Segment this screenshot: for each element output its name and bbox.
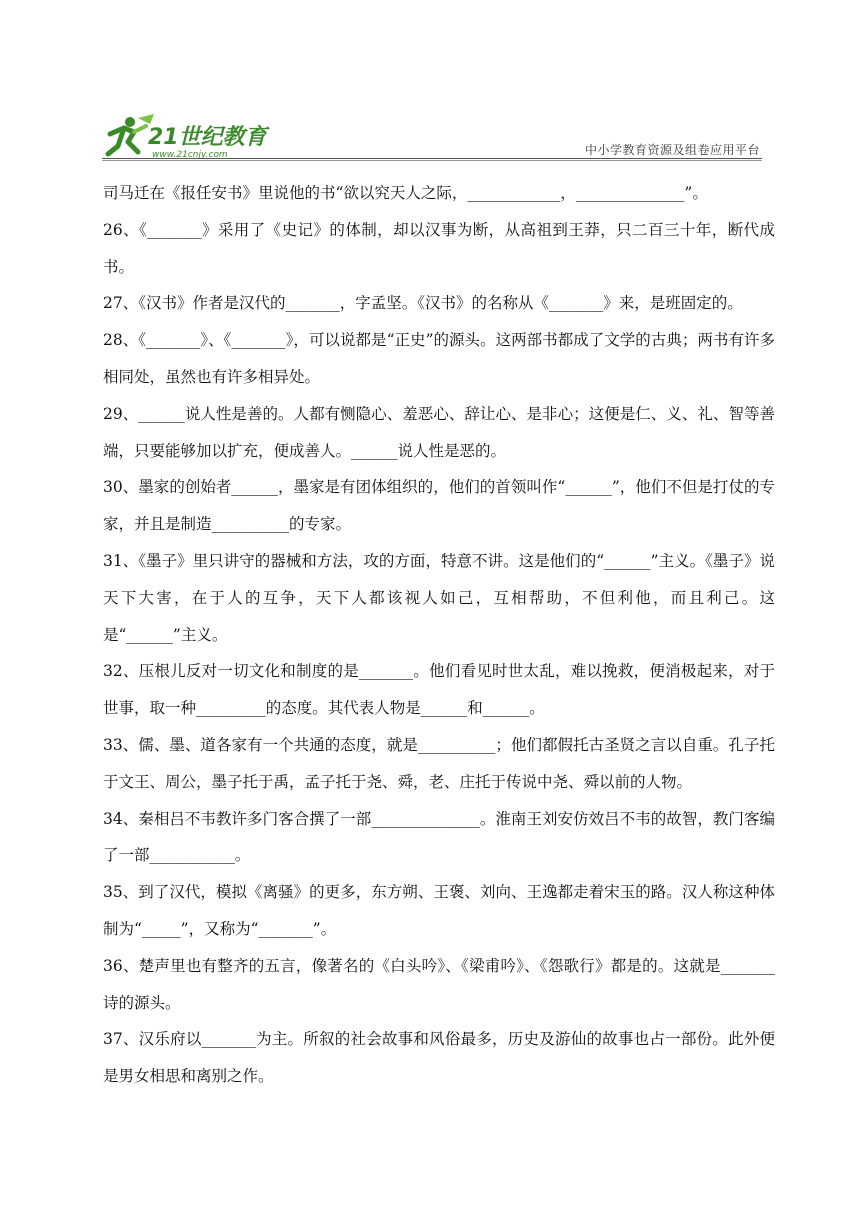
- svg-text:www.21cnjy.com: www.21cnjy.com: [152, 150, 228, 160]
- question-33: 33、儒、墨、道各家有一个共通的态度，就是__________；他们都假托古圣贤之言以自重。孔子托于文王、周公，墨子托于禹，孟子托于尧、舜，老、庄托于传说中尧、舜以前的人物。: [103, 735, 775, 791]
- question-28: 28、《_______》、《_______》，可以说都是“正史”的源头。这两部书都成了文学的古典；两书有许多相同处，虽然也有许多相异处。: [103, 331, 775, 386]
- question-27: 27、《汉书》作者是汉代的_______，字孟坚。《汉书》的名称从《_______》来，是班固定的。: [103, 294, 743, 313]
- header-divider: [102, 158, 762, 159]
- question-32: 32、压根儿反对一切文化和制度的是_______。他们看见时世太乱，难以挽救，便消极起来，对于世事，取一种_________的态度。其代表人物是______和______。: [103, 662, 775, 718]
- question-25-continued: 司马迁在《报任安书》里说他的书“欲以究天人之际，____________，______________”。: [103, 184, 708, 202]
- question-37: 37、汉乐府以_______为主。所叙的社会故事和风俗最多，历史及游仙的故事也占一部份。此外便是男女相思和离别之作。: [103, 1030, 775, 1086]
- question-31: 31、《墨子》里只讲守的器械和方法，攻的方面，特意不讲。这是他们的“______”主义。《墨子》说天下大害，在于人的互争，天下人都该视人如己，互相帮助，不但利他，而且利己。这是“______”主义。: [103, 551, 775, 644]
- question-29: 29、______说人性是善的。人都有恻隐心、羞恶心、辞让心、是非心；这便是仁、义、礼、智等善端，只要能够加以扩充，便成善人。______说人性是恶的。: [103, 404, 775, 460]
- header-divider-thin: [102, 160, 762, 161]
- question-list: [103, 175, 775, 1095]
- question-35: 35、到了汉代，模拟《离骚》的更多，东方朔、王褒、刘向、王逸都走着宋玉的路。汉人称这种体制为“_____”，又称为“_______”。: [103, 883, 775, 938]
- logo-runner-icon: [102, 112, 282, 160]
- svg-text:21世纪教育: 21世纪教育: [148, 125, 267, 150]
- question-26: 26、《_______》采用了《史记》的体制，却以汉事为断，从高祖到王莽，只二百三十年，断代成书。: [103, 220, 775, 276]
- platform-name: 中小学教育资源及组卷应用平台: [584, 143, 760, 157]
- logo: [102, 112, 282, 160]
- question-30: 30、墨家的创始者______，墨家是有团体组织的，他们的首领叫作“______”，他们不但是打仗的专家，并且是制造__________的专家。: [103, 478, 775, 534]
- question-36: 36、楚声里也有整齐的五言，像著名的《白头吟》、《梁甫吟》、《怨歌行》都是的。这就是_______诗的源头。: [103, 956, 775, 1012]
- page-header: [102, 108, 762, 160]
- question-34: 34、秦相吕不韦教许多门客合撰了一部______________。淮南王刘安仿效吕不韦的故智，教门客编了一部___________。: [103, 809, 775, 865]
